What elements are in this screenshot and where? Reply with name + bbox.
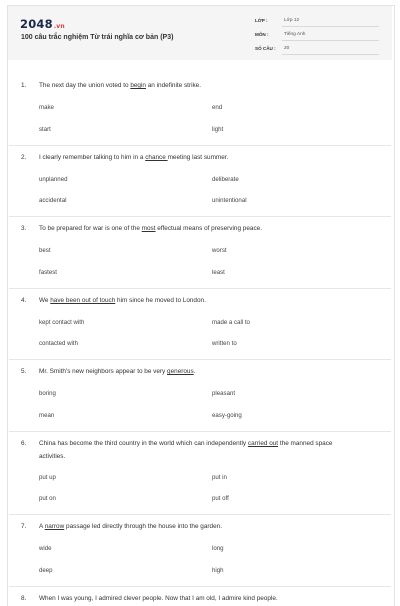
- underlined-word: chance: [145, 154, 168, 161]
- meta-subject: [255, 32, 379, 44]
- answer-option[interactable]: contacted with: [39, 340, 78, 347]
- divider: [9, 514, 391, 515]
- underlined-word: carried out: [247, 440, 279, 447]
- answer-option[interactable]: mean: [39, 412, 55, 419]
- divider: [9, 145, 391, 146]
- answer-option[interactable]: long: [212, 545, 224, 552]
- answer-option[interactable]: put off: [212, 495, 229, 502]
- divider: [9, 431, 391, 432]
- question-stem: I clearly remember talking to him in a chance meeting last summer.: [39, 154, 229, 161]
- site-logo[interactable]: 2048.vn: [20, 17, 65, 31]
- document-title: 100 câu trắc nghiệm Từ trái nghĩa cơ bản (P3): [21, 34, 174, 41]
- answer-option[interactable]: worst: [212, 247, 227, 254]
- meta-count-label: SỐ CÂU :: [255, 46, 276, 51]
- question-number: 4.: [21, 297, 27, 304]
- divider: [9, 216, 391, 217]
- answer-option[interactable]: end: [212, 104, 223, 111]
- underlined-word: narrow: [44, 523, 65, 530]
- meta-grade-label: LỚP :: [255, 18, 268, 23]
- question-stem: China has become the third country in the world which can independently carried out the manned space activities.: [39, 440, 333, 460]
- divider: [9, 359, 391, 360]
- answer-option[interactable]: kept contact with: [39, 319, 85, 326]
- question-number: 6.: [21, 440, 27, 447]
- meta-count-value: 20: [284, 46, 290, 51]
- answer-option[interactable]: put on: [39, 495, 56, 502]
- answer-option[interactable]: unintentional: [212, 197, 247, 204]
- answer-option[interactable]: wide: [39, 545, 52, 552]
- underlined-word: have been out of touch: [50, 297, 116, 304]
- answer-option[interactable]: put in: [212, 474, 227, 481]
- question-stem: We have been out of touch him since he moved to London.: [39, 297, 206, 304]
- answer-option[interactable]: easy-going: [212, 412, 242, 419]
- question-number: 7.: [21, 523, 27, 530]
- meta-subject-value: Tiếng Anh: [284, 32, 306, 37]
- answer-option[interactable]: deliberate: [212, 176, 239, 183]
- answer-option[interactable]: make: [39, 104, 54, 111]
- answer-option[interactable]: boring: [39, 390, 56, 397]
- question-number: 8.: [21, 595, 27, 602]
- answer-option[interactable]: fastest: [39, 269, 57, 276]
- answer-option[interactable]: best: [39, 247, 51, 254]
- answer-option[interactable]: light: [212, 126, 224, 133]
- question-number: 1.: [21, 82, 27, 89]
- answer-option[interactable]: high: [212, 567, 224, 574]
- meta-grade: [255, 18, 379, 30]
- answer-option[interactable]: least: [212, 269, 225, 276]
- underlined-word: most: [141, 225, 156, 232]
- underlined-word: generous: [167, 368, 194, 375]
- answer-option[interactable]: put up: [39, 474, 56, 481]
- question-stem: Mr. Smith's new neighbors appear to be very generous.: [39, 368, 196, 375]
- divider: [9, 288, 391, 289]
- answer-option[interactable]: deep: [39, 567, 53, 574]
- question-number: 3.: [21, 225, 27, 232]
- answer-option[interactable]: pleasant: [212, 390, 236, 397]
- question-stem: A narrow passage led directly through the house into the garden.: [39, 523, 222, 530]
- meta-count: [255, 46, 379, 58]
- underlined-word: begin: [130, 82, 146, 89]
- meta-subject-label: MÔN :: [255, 32, 269, 37]
- question-number: 5.: [21, 368, 27, 375]
- question-stem: When I was young, I admired clever people. Now that I am old, I admire kind people.: [39, 595, 278, 602]
- meta-grade-value: Lớp 12: [284, 18, 300, 23]
- question-number: 2.: [21, 154, 27, 161]
- question-stem: To be prepared for war is one of the most effectual means of preserving peace.: [39, 225, 262, 232]
- answer-option[interactable]: written to: [212, 340, 237, 347]
- answer-option[interactable]: made a call to: [212, 319, 250, 326]
- answer-option[interactable]: accidental: [39, 197, 67, 204]
- answer-option[interactable]: unplanned: [39, 176, 68, 183]
- divider: [9, 586, 391, 587]
- answer-option[interactable]: start: [39, 126, 51, 133]
- question-stem: The next day the union voted to begin an indefinite strike.: [39, 82, 202, 89]
